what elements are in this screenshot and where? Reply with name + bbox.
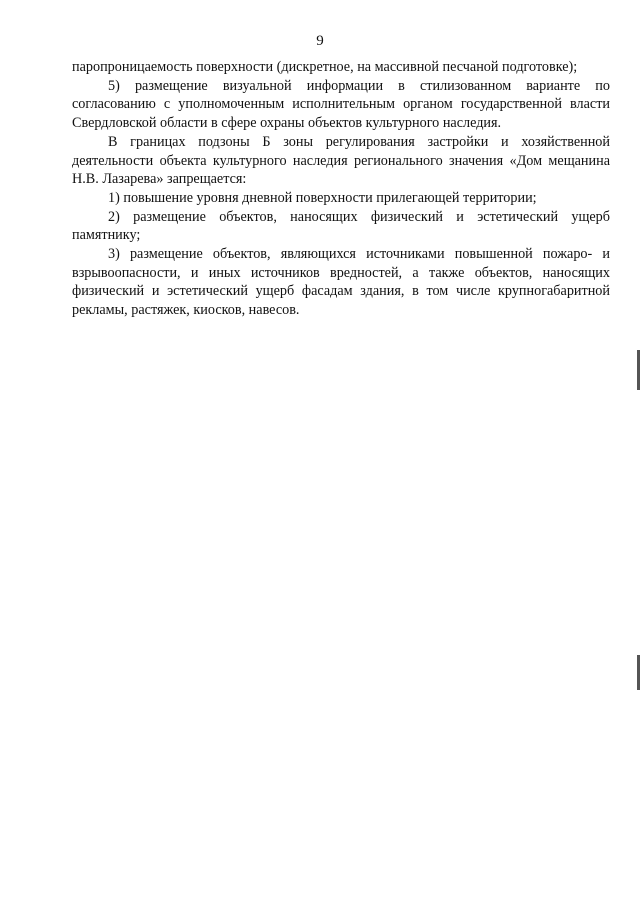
paragraph-item-2: 2) размещение объектов, наносящих физический и эстетический ущерб памятнику; bbox=[72, 208, 610, 244]
paragraph-item-5: 5) размещение визуальной информации в стилизованном варианте по согласованию с уполномоченным исполнительным органом государственной власти Свердловской области в сфере охраны объектов культурного наследия. bbox=[72, 77, 610, 132]
paragraph-continuation: паропроницаемость поверхности (дискретное, на массивной песчаной подготовке); bbox=[72, 59, 578, 75]
paragraph-subzone-b: В границах подзоны Б зоны регулирования застройки и хозяйственной деятельности объекта культурного наследия регионального значения «Дом мещанина Н.В. Лазарева» запрещается: bbox=[72, 133, 610, 188]
paragraph-item-1: 1) повышение уровня дневной поверхности прилегающей территории; bbox=[108, 189, 537, 206]
page-number: 9 bbox=[316, 33, 324, 49]
paragraph-item-3: 3) размещение объектов, являющихся источниками повышенной пожаро- и взрывоопасности, и иных источников вредностей, а также объектов, наносящих физический и эстетический ущерб фасадам здания, в том числе крупногабаритной рекламы, растяжек, киосков, навесов. bbox=[72, 246, 610, 319]
document-body bbox=[72, 58, 610, 320]
